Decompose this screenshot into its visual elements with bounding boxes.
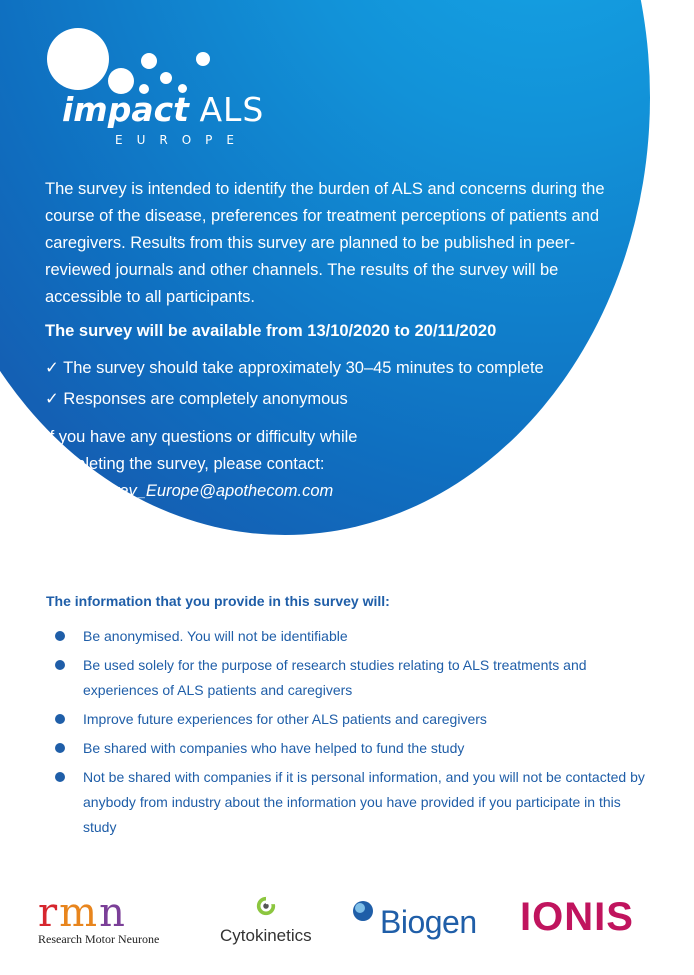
contact-line-2: completing the survey, please contact: <box>45 455 325 473</box>
logo-wordmark <box>62 90 264 129</box>
info-bullet-list <box>55 624 655 844</box>
survey-availability: The survey will be available from 13/10/2020 to 20/11/2020 <box>45 322 497 340</box>
list-item-text: Be shared with companies who have helped to fund the study <box>83 740 465 756</box>
logo-dot <box>160 72 172 84</box>
cytokinetics-icon <box>255 895 277 917</box>
rmn-logo-mark: rmn <box>38 890 127 936</box>
logo-dot-large <box>47 28 109 90</box>
logo-dot <box>196 52 210 66</box>
info-section-title: The information that you provide in this survey will: <box>46 593 390 609</box>
ionis-logo: IONIS <box>520 895 634 939</box>
list-item <box>55 707 655 732</box>
list-item-text: Not be shared with companies if it is personal information, and you will not be contacted by anybody from industry about the information you have provided if you participate in this study <box>83 769 645 835</box>
survey-intro-paragraph: The survey is intended to identify the burden of ALS and concerns during the course of the disease, preferences for treatment perceptions of patients and caregivers. Results from this survey are planned to be published in peer-reviewed journals and other channels. The results of the survey will be accessible to all participants. <box>45 180 605 306</box>
list-item-text: Be used solely for the purpose of research studies relating to ALS treatments and experiences of ALS patients and caregivers <box>83 657 587 698</box>
rmn-logo <box>38 890 160 947</box>
contact-paragraph <box>45 424 357 478</box>
bullet-icon <box>55 714 65 724</box>
list-item-text: Improve future experiences for other ALS patients and caregivers <box>83 711 487 727</box>
logo-subword: EUROPE <box>115 133 248 147</box>
rmn-logo-name: Research Motor Neurone <box>38 932 160 946</box>
sponsor-logos <box>0 890 694 960</box>
logo-word-als: ALS <box>199 90 265 129</box>
check-item-duration: ✓ The survey should take approximately 30–45 minutes to complete <box>45 359 544 377</box>
biogen-icon <box>352 900 374 922</box>
cytokinetics-logo <box>220 895 312 946</box>
list-item <box>55 653 655 703</box>
list-item <box>55 765 655 840</box>
bullet-icon <box>55 631 65 641</box>
bullet-icon <box>55 743 65 753</box>
biogen-name: Biogen <box>380 904 477 940</box>
logo-dot <box>141 53 157 69</box>
list-item <box>55 736 655 761</box>
check-item-anonymous: ✓ Responses are completely anonymous <box>45 390 348 408</box>
logo-word-impact: impact <box>62 90 189 129</box>
bullet-icon <box>55 660 65 670</box>
contact-line-1: If you have any questions or difficulty while <box>45 428 358 446</box>
bullet-icon <box>55 772 65 782</box>
list-item <box>55 624 655 649</box>
cytokinetics-name: Cytokinetics <box>220 926 312 945</box>
contact-email-link[interactable]: ALS_Survey_Europe@apothecom.com <box>45 482 334 500</box>
list-item-text: Be anonymised. You will not be identifiable <box>83 628 348 644</box>
